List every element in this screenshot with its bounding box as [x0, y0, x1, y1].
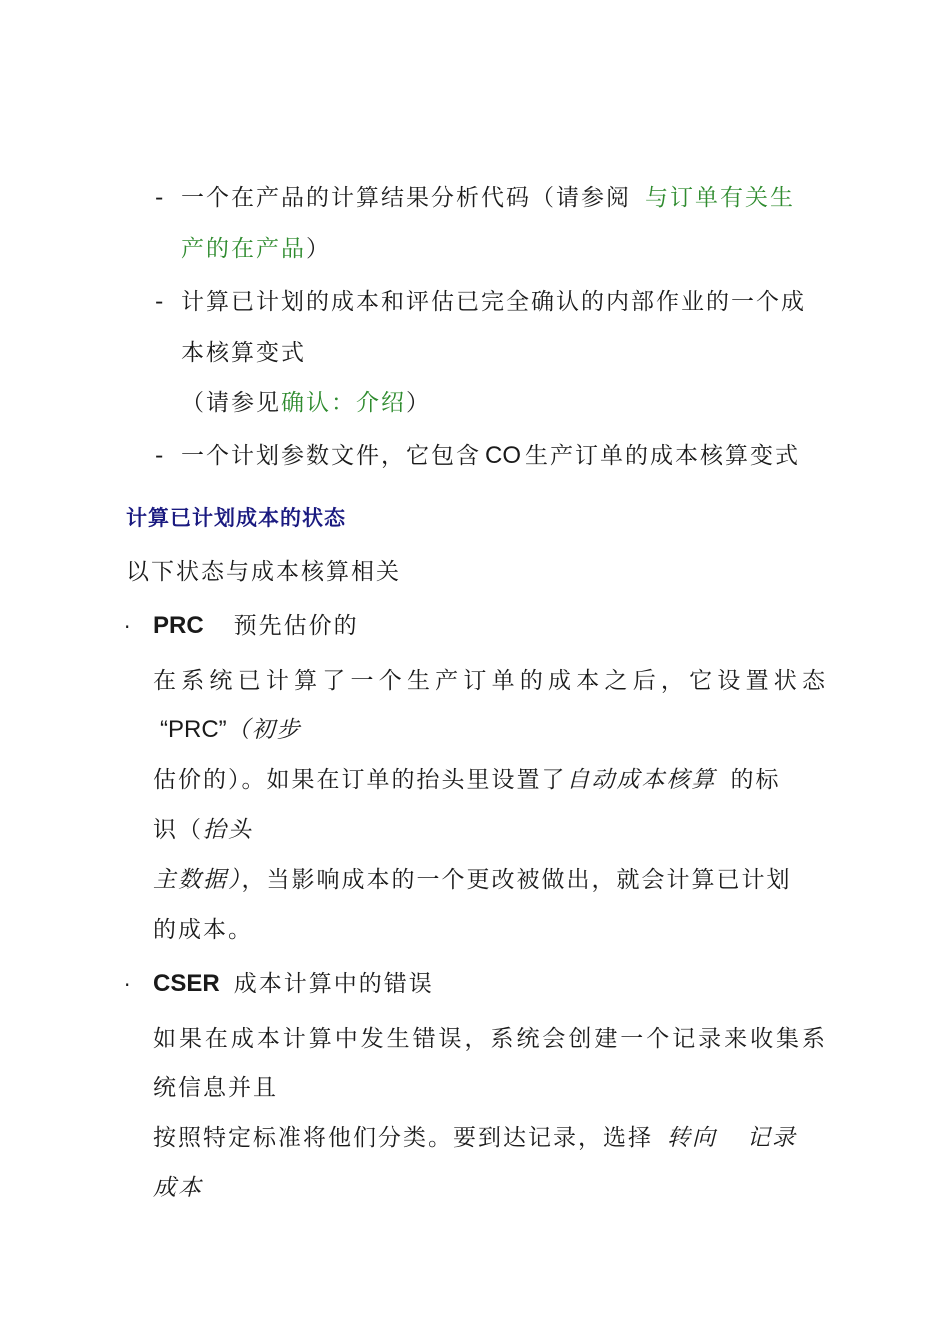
status-prc-desc-line-4 [153, 815, 253, 845]
menu-path-costing: 成本 [153, 1175, 203, 1201]
list-item-2-line-1: 计算已计划的成本和评估已完全确认的内部作业的一个成 [181, 289, 806, 315]
list-item-1-line-2 [181, 234, 331, 264]
list-dash: - [155, 185, 164, 211]
list-item-1-text: 一个在产品的计算结果分析代码（请参阅 [181, 185, 631, 211]
status-name: 成本计算中的错误 [233, 971, 434, 997]
status-prc-desc-line-5 [153, 865, 792, 895]
paren-close: ） [406, 390, 431, 416]
list-item-3-line-1 [181, 441, 800, 471]
ref-header: 抬头 [203, 817, 253, 843]
list-item-1-line-1 [181, 183, 795, 213]
status-cser-desc-line-1: 如果在成本计算中发生错误，系统会创建一个记录来收集系 [153, 1026, 825, 1052]
list-item-2-line-2: 本核算变式 [181, 340, 306, 366]
status-cser-desc-line-4 [153, 1173, 203, 1203]
desc-text: ，当影响成本的一个更改被做出，就会计算已计划 [241, 867, 792, 893]
list-dash: - [155, 443, 164, 469]
link-wip-order-production-cont[interactable]: 产的在产品 [181, 236, 306, 262]
status-prc-desc-line-1: 在系统已计算了一个生产订单的成本之后，它设置状态 [153, 668, 825, 694]
status-prc-desc-line-3 [153, 765, 781, 795]
status-cser-desc-line-2: 统信息并且 [153, 1075, 278, 1101]
ref-master-data: 主数据） [153, 867, 242, 893]
desc-text: 按照特定标准将他们分类。要到达记录，选择 [153, 1125, 653, 1151]
section-intro: 以下状态与成本核算相关 [126, 559, 401, 585]
field-auto-costing: 自动成本核算 [566, 767, 717, 793]
see-also-prefix: （请参见 [181, 390, 281, 416]
desc-text: 的标 [730, 767, 781, 793]
list-item-3-text-a: 一个计划参数文件，它包含 [181, 443, 481, 469]
bullet: · [124, 973, 131, 997]
menu-path-goto: 转向 [667, 1125, 717, 1151]
list-item-2-line-3 [181, 388, 431, 418]
desc-text: （初步 [226, 717, 302, 743]
code-co: CO [485, 442, 521, 469]
section-heading: 计算已计划成本的状态 [126, 506, 346, 530]
status-name: 预先估价的 [233, 613, 359, 639]
bullet: · [124, 615, 131, 639]
list-item-3-text-b: 生产订单的成本核算变式 [525, 443, 800, 469]
status-prc-title [153, 611, 359, 641]
status-code: PRC [153, 612, 204, 639]
desc-text: 估价的）。如果在订单的抬头里设置了 [153, 767, 567, 793]
paren-close: ） [306, 236, 331, 262]
menu-path-log: 记录 [747, 1125, 797, 1151]
link-confirmation-intro[interactable]: 确认：介绍 [281, 390, 406, 416]
status-prc-desc-line-2 [160, 715, 302, 745]
status-cser-desc-line-3 [153, 1123, 797, 1153]
status-cser-title [153, 969, 434, 999]
status-code-quoted: “PRC” [160, 716, 227, 743]
link-wip-order-production[interactable]: 与订单有关生 [645, 185, 795, 211]
desc-text: 识（ [153, 817, 203, 843]
list-dash: - [155, 289, 164, 315]
status-prc-desc-line-6: 的成本。 [153, 917, 253, 943]
status-code: CSER [153, 970, 220, 997]
